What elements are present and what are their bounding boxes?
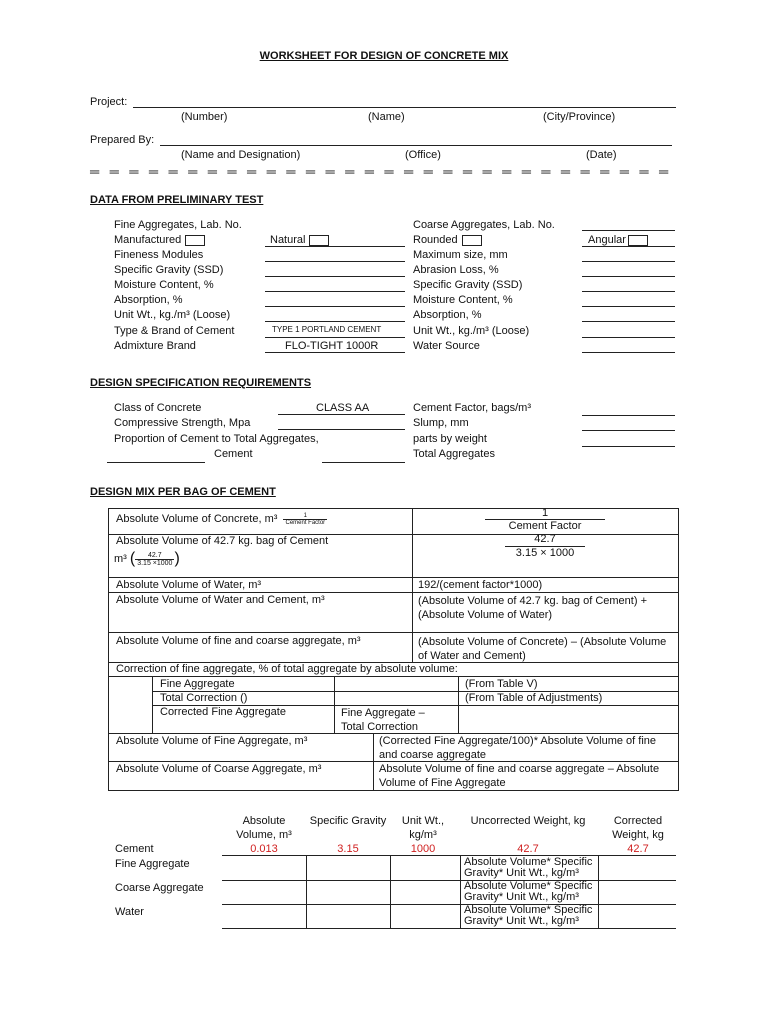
- coarse-absorption-label: Absorption, %: [413, 309, 482, 321]
- fine-line-1[interactable]: [265, 246, 405, 247]
- cement-volume-fraction: $\frac{42.7}{3.15 \times 1000}$: [505, 533, 585, 560]
- correction-label: Correction of fine aggregate, % of total aggregate by absolute volume:: [116, 663, 458, 675]
- weights-vline: [390, 855, 391, 928]
- abs-vol-aggregate-value: (Absolute Volume of Concrete) – (Absolute Volume of Water and Cement): [418, 636, 667, 662]
- cement-factor-fraction-small: $\frac{1}{\text{Cement Factor}}$: [285, 513, 326, 526]
- coarse-line-3[interactable]: [582, 276, 675, 277]
- coarse-row-line: [222, 904, 676, 905]
- coarse-line-2[interactable]: [582, 261, 675, 262]
- total-aggregates-label: Total Aggregates: [413, 448, 495, 460]
- strength-label: Compressive Strength, Mpa: [114, 417, 251, 429]
- mix-vline: [152, 676, 153, 733]
- coarse-moisture-label: Moisture Content, %: [413, 294, 513, 306]
- coarse-line-1[interactable]: [582, 246, 675, 247]
- fine-aggregate-formula: Absolute Volume* Specific Gravity* Unit Wt., kg/m³: [464, 856, 593, 879]
- max-size-label: Maximum size, mm: [413, 249, 508, 261]
- aggregate-part-line[interactable]: [322, 462, 405, 463]
- cement-specific-gravity: 3.15: [337, 843, 359, 855]
- fineness-label: Fineness Modules: [114, 249, 204, 261]
- water-source-label: Water Source: [413, 340, 480, 352]
- project-city-caption: (City/Province): [543, 111, 616, 123]
- admixture-value: FLO-TIGHT 1000R: [285, 340, 379, 352]
- abrasion-label: Abrasion Loss, %: [413, 264, 499, 276]
- class-line[interactable]: [278, 414, 405, 415]
- natural-checkbox[interactable]: [309, 235, 329, 246]
- sub-total-correction-label: Total Correction (): [160, 692, 248, 704]
- col-uncorrected-weight: Uncorrected Weight, kg: [470, 815, 586, 827]
- fine-sg-label: Specific Gravity (SSD): [114, 264, 224, 276]
- coarse-aggregate-formula: Absolute Volume* Specific Gravity* Unit Wt., kg/m³: [464, 880, 593, 903]
- abs-vol-cement-label: Absolute Volume of 42.7 kg. bag of Cement: [116, 535, 329, 547]
- coarse-line-4[interactable]: [582, 291, 675, 292]
- fine-line-3[interactable]: [265, 276, 405, 277]
- fine-lab-no-label: Fine Aggregates, Lab. No.: [114, 219, 242, 231]
- mix-vline: [334, 676, 335, 733]
- class-value: CLASS AA: [316, 402, 370, 414]
- project-name-caption: (Name): [368, 111, 405, 123]
- coarse-sg-label: Specific Gravity (SSD): [413, 279, 523, 291]
- mix-vline: [373, 733, 374, 791]
- cement-row-line: [222, 855, 676, 856]
- page-title: WORKSHEET FOR DESIGN OF CONCRETE MIX: [259, 50, 509, 62]
- proportion-label: Proportion of Cement to Total Aggregates,: [114, 433, 319, 445]
- slump-label: Slump, mm: [413, 417, 469, 429]
- coarse-line-8[interactable]: [582, 352, 675, 353]
- fine-absorption-label: Absorption, %: [114, 294, 183, 306]
- cement-factor-fraction: 1 Cement Factor: [485, 507, 605, 532]
- abs-vol-coarse-value: Absolute Volume of fine and coarse aggregate – Absolute Volume of Fine Aggregate: [379, 763, 660, 789]
- row-water-label: Water: [115, 906, 144, 918]
- coarse-line-5[interactable]: [582, 306, 675, 307]
- mix-heading: DESIGN MIX PER BAG OF CEMENT: [90, 486, 276, 498]
- cement-factor-label: Cement Factor, bags/m³: [413, 402, 531, 414]
- cement-corrected-weight: 42.7: [627, 843, 649, 855]
- water-row-line: [222, 928, 676, 929]
- strength-line[interactable]: [278, 429, 405, 430]
- angular-checkbox[interactable]: [628, 235, 648, 246]
- fine-line-5[interactable]: [265, 306, 405, 307]
- fine-line-7[interactable]: [265, 337, 405, 338]
- fine-unit-wt-label: Unit Wt., kg./m³ (Loose): [114, 309, 231, 321]
- sub-total-correction-source: (From Table of Adjustments): [465, 692, 603, 704]
- coarse-line-7[interactable]: [582, 337, 675, 338]
- row-coarse-aggregate-label: Coarse Aggregate: [115, 882, 204, 894]
- cement-abs-volume: 0.013: [250, 843, 278, 855]
- project-number-caption: (Number): [181, 111, 228, 123]
- project-label: Project:: [90, 96, 128, 108]
- cement-part-label: Cement: [214, 448, 253, 460]
- col-specific-gravity: Specific Gravity: [309, 815, 387, 827]
- row-cement-label: Cement: [115, 843, 154, 855]
- mix-hline: [108, 632, 679, 633]
- abs-vol-water-cement-label: Absolute Volume of Water and Cement, m³: [116, 594, 325, 606]
- abs-vol-coarse-label: Absolute Volume of Coarse Aggregate, m³: [116, 763, 322, 775]
- coarse-line-0[interactable]: [582, 230, 675, 231]
- sub-corrected-fine-label: Corrected Fine Aggregate: [160, 706, 286, 718]
- abs-vol-concrete-label: Absolute Volume of Concrete, m³ $\frac{1}{\text{Cement Factor}}$: [116, 513, 326, 526]
- parts-label: parts by weight: [413, 433, 487, 445]
- natural-option: Natural: [270, 234, 329, 246]
- coarse-line-6[interactable]: [582, 321, 675, 322]
- cement-type-value: TYPE 1 PORTLAND CEMENT: [272, 325, 382, 334]
- col-corrected-weight: Corrected Weight, kg: [612, 815, 664, 841]
- abs-vol-fine-value: (Corrected Fine Aggregate/100)* Absolute Volume of fine and coarse aggregate: [379, 735, 657, 761]
- cement-unit-wt: 1000: [410, 843, 436, 855]
- row-fine-aggregate-label: Fine Aggregate: [115, 858, 190, 870]
- rounded-label: Rounded: [413, 234, 482, 246]
- prelim-heading: DATA FROM PRELIMINARY TEST: [90, 194, 264, 206]
- project-line[interactable]: [133, 107, 676, 108]
- col-absolute-volume: Absolute Volume, m³: [236, 815, 292, 841]
- fine-line-2[interactable]: [265, 261, 405, 262]
- sub-fine-aggregate-source: (From Table V): [465, 678, 538, 690]
- water-formula: Absolute Volume* Specific Gravity* Unit Wt., kg/m³: [464, 904, 593, 927]
- spec-heading: DESIGN SPECIFICATION REQUIREMENTS: [90, 377, 312, 389]
- class-label: Class of Concrete: [114, 402, 202, 414]
- slump-line[interactable]: [582, 430, 675, 431]
- fine-line-6[interactable]: [265, 321, 405, 322]
- angular-option: Angular: [588, 234, 648, 246]
- prepared-label: Prepared By:: [90, 134, 155, 146]
- weights-vline: [598, 855, 599, 928]
- cement-uncorrected-weight: 42.7: [517, 843, 539, 855]
- fine-moisture-label: Moisture Content, %: [114, 279, 214, 291]
- prepared-date-caption: (Date): [586, 149, 617, 161]
- mix-hline: [108, 592, 679, 593]
- weights-vline: [306, 855, 307, 928]
- prepared-line[interactable]: [160, 145, 672, 146]
- col-unit-wt: Unit Wt., kg/m³: [401, 815, 445, 841]
- cement-formula-fraction-small: $\frac{42.7}{3.15 \times 1000}$: [137, 551, 173, 567]
- weights-vline: [460, 855, 461, 928]
- abs-vol-fine-label: Absolute Volume of Fine Aggregate, m³: [116, 735, 308, 747]
- manufactured-label: Manufactured: [114, 234, 205, 246]
- fine-line-8[interactable]: [265, 352, 405, 353]
- fine-line-4[interactable]: [265, 291, 405, 292]
- mix-vline: [458, 676, 459, 733]
- rounded-checkbox[interactable]: [462, 235, 482, 246]
- cement-part-line[interactable]: [107, 462, 205, 463]
- fine-row-line: [222, 880, 676, 881]
- mix-hline: [108, 676, 679, 677]
- mix-hline: [108, 577, 679, 578]
- parts-line[interactable]: [582, 446, 675, 447]
- abs-vol-water-cement-value: (Absolute Volume of 42.7 kg. bag of Cement) + (Absolute Volume of Water): [418, 595, 647, 621]
- coarse-unit-wt-label: Unit Wt., kg./m³ (Loose): [413, 325, 530, 337]
- prepared-office-caption: (Office): [405, 149, 441, 161]
- cement-type-label: Type & Brand of Cement: [114, 325, 235, 337]
- sub-fine-aggregate-label: Fine Aggregate: [160, 678, 235, 690]
- mix-vline: [412, 508, 413, 663]
- double-dash-separator: ═ ═ ═ ═ ═ ═ ═ ═ ═ ═ ═ ═ ═ ═ ═ ═ ═ ═ ═ ═ ═ ═ ═ ═ ═ ═ ═ ═ ═ ═: [90, 164, 672, 179]
- abs-vol-cement-formula: m³ ( $\frac{42.7}{3.15 \times 1000}$ ): [114, 550, 180, 567]
- abs-vol-aggregate-label: Absolute Volume of fine and coarse aggregate, m³: [116, 635, 361, 647]
- sub-corrected-fine-formula: Fine Aggregate – Total Correction: [341, 707, 425, 733]
- coarse-lab-no-label: Coarse Aggregates, Lab. No.: [413, 219, 555, 231]
- manufactured-checkbox[interactable]: [185, 235, 205, 246]
- prepared-name-caption: (Name and Designation): [181, 149, 301, 161]
- admixture-label: Admixture Brand: [114, 340, 196, 352]
- abs-vol-water-label: Absolute Volume of Water, m³: [116, 579, 262, 591]
- cement-factor-line[interactable]: [582, 415, 675, 416]
- abs-vol-water-value: 192/(cement factor*1000): [418, 579, 543, 591]
